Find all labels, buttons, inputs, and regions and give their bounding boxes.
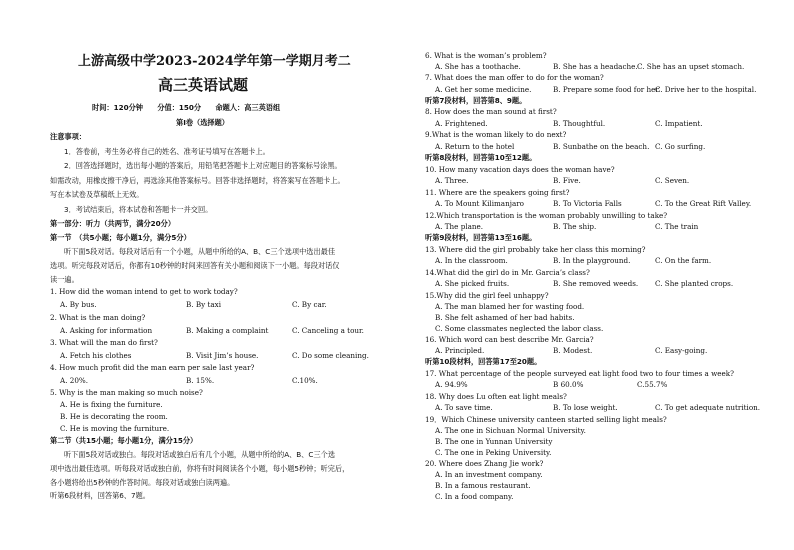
option-7a: A. Get her some medicine. (435, 85, 532, 94)
option-11c: C. To the Great Rift Valley. (655, 199, 752, 208)
option-1b: B. By taxi (186, 300, 222, 309)
option-18b: B. To lose weight. (553, 403, 618, 412)
question-2: 2. What is the man doing? (50, 313, 146, 322)
option-3c: C. Do some cleaning. (292, 351, 369, 360)
option-16c: C. Easy-going. (655, 346, 708, 355)
question-9: 9.What is the woman likely to do next? (425, 130, 567, 139)
option-14c: C. She planted crops. (655, 279, 734, 288)
option-18a: A. To save time. (435, 403, 493, 412)
option-19c: C. The one in Peking University. (435, 448, 552, 457)
option-9c: C. Go surfing. (655, 142, 706, 151)
section-8-heading: 听第8段材料，回答第10至12题。 (425, 153, 537, 162)
option-14a: A. She picked fruits. (435, 279, 510, 288)
section2-desc-3: 各小题将给出5秒钟的作答时间。每段对话或独白读两遍。 (50, 478, 235, 487)
school-title: 上游高级中学2023-2024学年第一学期月考二 (78, 54, 351, 69)
option-20c: C. In a food company. (435, 492, 514, 501)
question-15: 15.Why did the girl feel unhappy? (425, 291, 549, 300)
question-16: 16. Which word can best describe Mr. Garcia? (425, 335, 594, 344)
section-9-heading: 听第9段材料，回答第13至16题。 (425, 233, 537, 242)
option-11b: B. To Victoria Falls (553, 199, 622, 208)
question-17: 17. What percentage of the people surveyed eat light food two to four times a week? (425, 369, 734, 378)
option-12a: A. The plane. (435, 222, 484, 231)
option-14b: B. She removed weeds. (553, 279, 639, 288)
question-5: 5. Why is the man making so much noise? (50, 388, 203, 397)
question-8: 8. How does the man sound at first? (425, 107, 557, 116)
question-13: 13. Where did the girl probably take her class this morning? (425, 245, 646, 254)
option-7b: B. Prepare some food for her. (553, 85, 661, 94)
option-15a: A. The man blamed her for wasting food. (435, 302, 585, 311)
question-3: 3. What will the man do first? (50, 338, 158, 347)
section2-desc-1: 听下面5段对话或独白。每段对话或独白后有几个小题，从题中所给的A、B、C三个选 (64, 450, 336, 459)
option-5a: A. He is fixing the furniture. (60, 400, 163, 409)
note-2a: 2．回答选择题时，选出每小题的答案后，用铅笔把答题卡上对应题目的答案标号涂黑。 (64, 161, 342, 170)
option-12b: B. The ship. (553, 222, 597, 231)
section2-desc-4: 听第6段材料，回答第6、7题。 (50, 491, 150, 500)
option-2b: B. Making a complaint (186, 326, 269, 335)
option-11a: A. To Mount Kilimanjaro (435, 199, 524, 208)
option-9b: B. Sunbathe on the beach. (553, 142, 650, 151)
section-10-heading: 听第10段材料，回答第17至20题。 (425, 357, 542, 366)
option-10b: B. Five. (553, 176, 581, 185)
option-5c: C. He is moving the furniture. (60, 424, 170, 433)
option-19a: A. The one in Sichuan Normal University. (435, 426, 586, 435)
option-20b: B. In a famous restaurant. (435, 481, 531, 490)
option-9a: A. Return to the hotel (435, 142, 515, 151)
note-2c: 写在本试卷及草稿纸上无效。 (50, 190, 144, 199)
notes-heading: 注意事项： (50, 132, 86, 141)
section2-heading: 第二节（共15小题；每小题1分，满分15分） (50, 436, 198, 445)
volume-label: 第I卷（选择题） (176, 118, 229, 127)
section2-desc-2: 项中选出最佳选项。听每段对话或独白前，你将有时间阅读各个小题，每小题5秒钟；听完后， (50, 464, 350, 473)
option-12c: C. The train (655, 222, 699, 231)
exam-meta: 时间：120分钟 分值：150分 命题人：高三英语组 (92, 103, 281, 112)
question-7: 7. What does the man offer to do for the woman? (425, 73, 604, 82)
option-13a: A. In the classroom. (435, 256, 508, 265)
option-15c: C. Some classmates neglected the labor class. (435, 324, 604, 333)
option-8c: C. Impatient. (655, 119, 703, 128)
question-12: 12.Which transportation is the woman probably unwilling to take? (425, 211, 668, 220)
option-1c: C. By car. (292, 300, 327, 309)
question-4: 4. How much profit did the man earn per sale last year? (50, 363, 255, 372)
section1-heading: 第一节 （共5小题；每小题1分，满分5分） (50, 233, 191, 242)
option-19b: B. The one in Yunnan University (435, 437, 553, 446)
option-6b: B. She has a headache. (553, 62, 638, 71)
option-17b: B 60.0% (553, 380, 584, 389)
question-14: 14.What did the girl do in Mr. Garcia’s class? (425, 268, 590, 277)
option-6c: C. She has an upset stomach. (637, 62, 745, 71)
note-3: 3．考试结束后，将本试卷和答题卡一并交回。 (64, 205, 213, 214)
question-18: 18. Why does Lu often eat light meals? (425, 392, 567, 401)
option-3a: A. Fetch his clothes (60, 351, 132, 360)
option-5b: B. He is decorating the room. (60, 412, 168, 421)
option-16b: B. Modest. (553, 346, 593, 355)
option-2c: C. Canceling a tour. (292, 326, 364, 335)
question-10: 10. How many vacation days does the woman have? (425, 165, 615, 174)
option-4c: C.10%. (292, 376, 318, 385)
section-7-heading: 听第7段材料，回答第8、9题。 (425, 96, 527, 105)
option-6a: A. She has a toothache. (435, 62, 521, 71)
option-15b: B. She felt ashamed of her bad habits. (435, 313, 575, 322)
option-13b: B. In the playground. (553, 256, 631, 265)
option-10c: C. Seven. (655, 176, 690, 185)
option-13c: C. On the farm. (655, 256, 712, 265)
option-17c: C.55.7% (637, 380, 668, 389)
option-16a: A. Principled. (435, 346, 485, 355)
option-10a: A. Three. (435, 176, 469, 185)
section1-desc-2: 选项。听完每段对话后，你都有10秒钟的时间来回答有关小题和阅读下一小题。每段对话仅 (50, 261, 340, 270)
option-4b: B. 15%. (186, 376, 215, 385)
note-2b: 如需改动，用橡皮擦干净后，再选涂其他答案标号。回答非选择题时，将答案写在答题卡上。 (50, 176, 345, 185)
question-20: 20. Where does Zhang Jie work? (425, 459, 544, 468)
option-20a: A. In an investment company. (435, 470, 543, 479)
option-18c: C. To get adequate nutrition. (655, 403, 761, 412)
option-3b: B. Visit Jim’s house. (186, 351, 259, 360)
option-7c: C. Drive her to the hospital. (655, 85, 757, 94)
option-8a: A. Frightened. (435, 119, 488, 128)
option-8b: B. Thoughtful. (553, 119, 606, 128)
section1-desc-3: 读一遍。 (50, 275, 79, 284)
option-4a: A. 20%. (60, 376, 89, 385)
note-1: 1．答卷前，考生务必将自己的姓名、准考证号填写在答题卡上。 (64, 147, 270, 156)
question-6: 6. What is the woman’s problem? (425, 51, 547, 60)
question-11: 11. Where are the speakers going first? (425, 188, 570, 197)
part1-heading: 第一部分：听力（共两节，满分20分） (50, 219, 176, 228)
question-19: 19．Which Chinese university canteen started selling light meals? (425, 415, 667, 424)
option-17a: A. 94.9% (435, 380, 468, 389)
section1-desc-1: 听下面5段对话。每段对话后有一个小题，从题中所给的A、B、C三个选项中选出最佳 (64, 247, 336, 256)
option-1a: A. By bus. (60, 300, 97, 309)
question-1: 1. How did the woman intend to get to work today? (50, 287, 238, 296)
option-2a: A. Asking for information (60, 326, 153, 335)
exam-title: 高三英语试题 (158, 76, 249, 94)
